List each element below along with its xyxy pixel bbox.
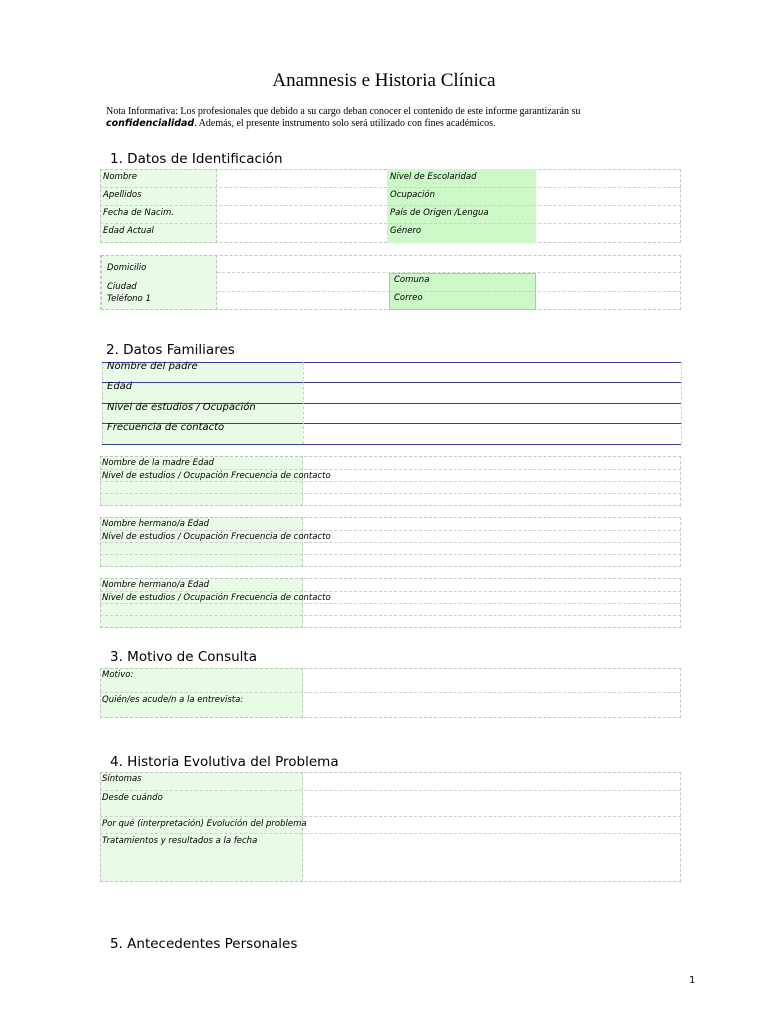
label-desde-cuando: Desde cuándo bbox=[102, 793, 163, 803]
label-edad-actual: Edad Actual bbox=[103, 226, 154, 236]
page-number: 1 bbox=[689, 975, 696, 986]
label-tratamientos: Tratamientos y resultados a la fecha bbox=[102, 836, 258, 846]
label-estudios-padre: Nivel de estudios / Ocupación bbox=[107, 402, 256, 413]
section-5-heading: 5. Antecedentes Personales bbox=[110, 936, 298, 952]
label-hermano1-estudios-frecuencia: Nivel de estudios / Ocupación Frecuencia de contacto bbox=[102, 532, 331, 542]
label-domicilio: Domicilio bbox=[107, 263, 147, 273]
label-ocupacion: Ocupación bbox=[390, 190, 435, 200]
page-title: Anamnesis e Historia Clínica bbox=[272, 70, 496, 91]
note-bold: confidencialidad bbox=[106, 118, 195, 129]
label-por-que: Por qué (interpretación) Evolución del problema bbox=[102, 819, 307, 829]
label-nivel-escolaridad: Nivel de Escolaridad bbox=[390, 172, 477, 182]
label-fecha-nacim: Fecha de Nacim. bbox=[103, 208, 175, 218]
label-frecuencia-padre: Frecuencia de contacto bbox=[107, 422, 225, 433]
label-pais-origen: País de Origen /Lengua bbox=[390, 208, 489, 218]
note-line2: . Además, el presente instrumento solo será utilizado con fines académicos. bbox=[194, 118, 496, 129]
label-madre-nombre-edad: Nombre de la madre Edad bbox=[102, 458, 214, 468]
section-1-heading: 1. Datos de Identificación bbox=[110, 151, 283, 167]
informative-note bbox=[106, 106, 686, 130]
label-comuna: Comuna bbox=[394, 275, 430, 285]
note-line1: Nota Informativa: Los profesionales que debido a su cargo deban conocer el contenido de este informe garantizarán su bbox=[106, 106, 581, 117]
label-madre-estudios-frecuencia: Nivel de estudios / Ocupación Frecuencia de contacto bbox=[102, 471, 331, 481]
label-hermano2-estudios-frecuencia: Nivel de estudios / Ocupación Frecuencia de contacto bbox=[102, 593, 331, 603]
label-hermano1-nombre-edad: Nombre hermano/a Edad bbox=[102, 519, 209, 529]
section-2-heading: 2. Datos Familiares bbox=[106, 342, 235, 358]
label-nombre: Nombre bbox=[103, 172, 137, 182]
label-correo: Correo bbox=[394, 293, 423, 303]
label-telefono: Teléfono 1 bbox=[107, 294, 151, 304]
section-3-heading: 3. Motivo de Consulta bbox=[110, 649, 257, 665]
label-sintomas: Síntomas bbox=[102, 774, 142, 784]
label-nombre-padre: Nombre del padre bbox=[107, 361, 198, 372]
section-4-heading: 4. Historia Evolutiva del Problema bbox=[110, 754, 339, 770]
label-hermano2-nombre-edad: Nombre hermano/a Edad bbox=[102, 580, 209, 590]
label-ciudad: Ciudad bbox=[107, 282, 137, 292]
label-motivo: Motivo: bbox=[102, 670, 134, 680]
label-quien-acude: Quién/es acude/n a la entrevista: bbox=[102, 695, 244, 705]
label-edad-padre: Edad bbox=[107, 381, 133, 392]
label-apellidos: Apellidos bbox=[103, 190, 142, 200]
label-genero: Género bbox=[390, 226, 422, 236]
